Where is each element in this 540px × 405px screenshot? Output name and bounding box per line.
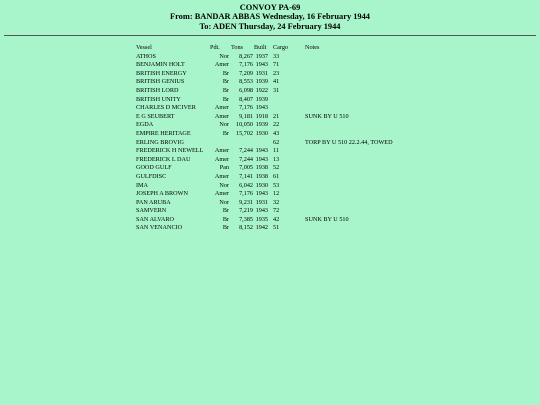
table-row [136, 53, 393, 62]
cell-pdt: Amer [214, 112, 229, 120]
table-row [136, 224, 393, 233]
cell-cargo: 43 [273, 129, 280, 137]
cell-notes [305, 199, 393, 208]
cell-cargo: 52 [273, 164, 280, 172]
cell-cargo [273, 96, 305, 105]
cell-tons: 10,050 [235, 121, 253, 129]
cell-tons: 7,176 [239, 104, 253, 112]
cell-pdt: Br [222, 215, 229, 223]
table-row [136, 207, 393, 216]
cell-vessel: BENJAMIN HOLT [136, 61, 185, 69]
cell-built: 1931 [255, 69, 268, 77]
cell-pdt: Pan [219, 164, 229, 172]
cell-cargo: 42 [273, 215, 280, 223]
cell-cargo: 53 [273, 181, 280, 189]
cell-cargo: 41 [273, 78, 280, 86]
cell-tons: 7,209 [239, 69, 253, 77]
cell-notes: TORP BY U 510 22.2.44, TOWED [305, 138, 393, 146]
cell-notes [305, 96, 393, 105]
cell-cargo: 31 [273, 86, 280, 94]
cell-notes [305, 87, 393, 96]
cell-vessel: CHARLES D MCIVER [136, 104, 196, 112]
table-row [136, 104, 393, 113]
cell-built: 1943 [255, 155, 268, 163]
cell-cargo: 11 [273, 147, 279, 155]
cell-notes [305, 207, 393, 216]
convoy-table [136, 44, 393, 233]
table-row [136, 139, 393, 148]
cell-vessel: ERLING BROVIG [136, 138, 184, 146]
table-row [136, 199, 393, 208]
cell-tons [231, 139, 254, 148]
cell-built: 1939 [255, 78, 268, 86]
cell-tons: 7,176 [239, 61, 253, 69]
cell-tons: 9,181 [239, 112, 253, 120]
cell-pdt: Amer [214, 190, 229, 198]
cell-notes [305, 173, 393, 182]
cell-vessel: PAN ARUBA [136, 198, 171, 206]
cell-built: 1943 [255, 104, 268, 112]
column-header-built: Built [254, 44, 267, 51]
table-row [136, 156, 393, 165]
cell-pdt [210, 139, 231, 148]
cell-built [254, 139, 273, 148]
cell-built: 1931 [255, 198, 268, 206]
table-header-row [136, 44, 393, 53]
table-row [136, 61, 393, 70]
cell-cargo [273, 104, 305, 113]
cell-notes [305, 61, 393, 70]
cell-vessel: BRITISH GENIUS [136, 78, 185, 86]
cell-tons: 7,385 [239, 215, 253, 223]
cell-cargo: 32 [273, 198, 280, 206]
cell-notes [305, 164, 393, 173]
cell-notes [305, 156, 393, 165]
convoy-arrival: To: ADEN Thursday, 24 February 1944 [199, 21, 341, 31]
table-row [136, 78, 393, 87]
column-header-vessel: Vessel [136, 44, 152, 51]
cell-vessel: SAMVERN [136, 207, 167, 215]
cell-pdt: Amer [214, 172, 229, 180]
cell-notes [305, 78, 393, 87]
table-row [136, 190, 393, 199]
cell-built: 1939 [255, 121, 268, 129]
cell-vessel: FREDERICK L DAU [136, 155, 191, 163]
cell-vessel: GOOD GULF [136, 164, 172, 172]
cell-cargo: 13 [273, 155, 280, 163]
cell-built: 1939 [255, 95, 268, 103]
cell-pdt: Nor [219, 198, 229, 206]
cell-vessel: E G SEUBERT [136, 112, 175, 120]
cell-built: 1943 [255, 147, 268, 155]
cell-notes: SUNK BY U 510 [305, 112, 349, 120]
cell-tons: 7,005 [239, 164, 253, 172]
table-row [136, 173, 393, 182]
cell-cargo: 33 [273, 52, 280, 60]
table-row [136, 70, 393, 79]
cell-cargo: 71 [273, 61, 280, 69]
cell-vessel: GULFDISC [136, 172, 167, 180]
cell-cargo: 72 [273, 207, 280, 215]
cell-notes [305, 104, 393, 113]
table-row [136, 182, 393, 191]
cell-built: 1942 [255, 224, 268, 232]
table-row [136, 96, 393, 105]
cell-cargo: 51 [273, 224, 280, 232]
cell-pdt: Br [222, 86, 229, 94]
cell-tons: 6,098 [239, 86, 253, 94]
cell-tons: 15,702 [235, 129, 253, 137]
cell-vessel: ATHOS [136, 52, 156, 60]
cell-cargo: 21 [273, 112, 280, 120]
cell-vessel: EMPIRE HERITAGE [136, 129, 191, 137]
cell-cargo: 12 [273, 190, 280, 198]
cell-built: 1918 [255, 112, 268, 120]
column-header-notes: Notes [305, 44, 320, 51]
cell-tons: 8,267 [239, 52, 253, 60]
cell-vessel: FREDERICK H NEWELL [136, 147, 204, 155]
table-row [136, 216, 393, 225]
cell-built: 1930 [255, 129, 268, 137]
cell-built: 1930 [255, 181, 268, 189]
cell-tons: 8,407 [239, 95, 253, 103]
cell-tons: 7,244 [239, 147, 253, 155]
cell-pdt: Br [222, 207, 229, 215]
cell-cargo: 23 [273, 69, 280, 77]
cell-notes [305, 190, 393, 199]
cell-notes: SUNK BY U 510 [305, 215, 349, 223]
column-header-cargo: Cargo [273, 44, 289, 51]
cell-built: 1937 [255, 52, 268, 60]
cell-pdt: Nor [219, 52, 229, 60]
cell-tons: 7,176 [239, 190, 253, 198]
cell-built: 1922 [255, 86, 268, 94]
cell-pdt: Br [222, 129, 229, 137]
cell-built: 1938 [255, 164, 268, 172]
cell-pdt: Amer [214, 104, 229, 112]
cell-vessel: BRITISH LORD [136, 86, 179, 94]
cell-built: 1943 [255, 207, 268, 215]
cell-built: 1938 [255, 172, 268, 180]
cell-tons: 9,231 [239, 198, 253, 206]
table-row [136, 113, 393, 122]
cell-vessel: EGDA [136, 121, 154, 129]
cell-pdt: Br [222, 69, 229, 77]
column-header-pdt: Pdt. [210, 44, 220, 51]
cell-notes [305, 53, 393, 62]
cell-notes [305, 182, 393, 191]
column-header-tons: Tons [231, 44, 243, 51]
table-row [136, 121, 393, 130]
table-body [136, 53, 393, 233]
cell-pdt: Nor [219, 121, 229, 129]
cell-pdt: Br [222, 78, 229, 86]
cell-cargo: 22 [273, 121, 280, 129]
cell-tons: 7,244 [239, 155, 253, 163]
cell-built: 1935 [255, 215, 268, 223]
table-row [136, 147, 393, 156]
cell-tons: 7,141 [239, 172, 253, 180]
cell-pdt: Br [222, 95, 229, 103]
cell-notes [305, 147, 393, 156]
cell-pdt: Amer [214, 155, 229, 163]
cell-cargo: 62 [273, 138, 280, 146]
cell-notes [305, 130, 393, 139]
cell-pdt: Nor [219, 181, 229, 189]
convoy-header [0, 0, 540, 31]
table-row [136, 87, 393, 96]
table-row [136, 130, 393, 139]
cell-vessel: JOSEPH A BROWN [136, 190, 188, 198]
cell-vessel: IMA [136, 181, 149, 189]
cell-notes [305, 121, 393, 130]
cell-tons: 8,553 [239, 78, 253, 86]
cell-pdt: Amer [214, 147, 229, 155]
cell-cargo: 61 [273, 172, 280, 180]
cell-vessel: SAN ALVARO [136, 215, 174, 223]
cell-built: 1943 [255, 190, 268, 198]
cell-tons: 6,042 [239, 181, 253, 189]
cell-pdt: Br [222, 224, 229, 232]
cell-pdt: Amer [214, 61, 229, 69]
cell-notes [305, 224, 393, 233]
cell-notes [305, 70, 393, 79]
cell-tons: 8,152 [239, 224, 253, 232]
cell-vessel: SAN VENANCIO [136, 224, 183, 232]
convoy-title: CONVOY PA-69 [239, 3, 301, 12]
table-row [136, 164, 393, 173]
convoy-departure: From: BANDAR ABBAS Wednesday, 16 February 1944 [169, 12, 370, 22]
header-divider [4, 35, 536, 36]
cell-vessel: BRITISH ENERGY [136, 69, 187, 77]
cell-tons: 7,219 [239, 207, 253, 215]
cell-built: 1943 [255, 61, 268, 69]
cell-vessel: BRITISH UNITY [136, 95, 181, 103]
